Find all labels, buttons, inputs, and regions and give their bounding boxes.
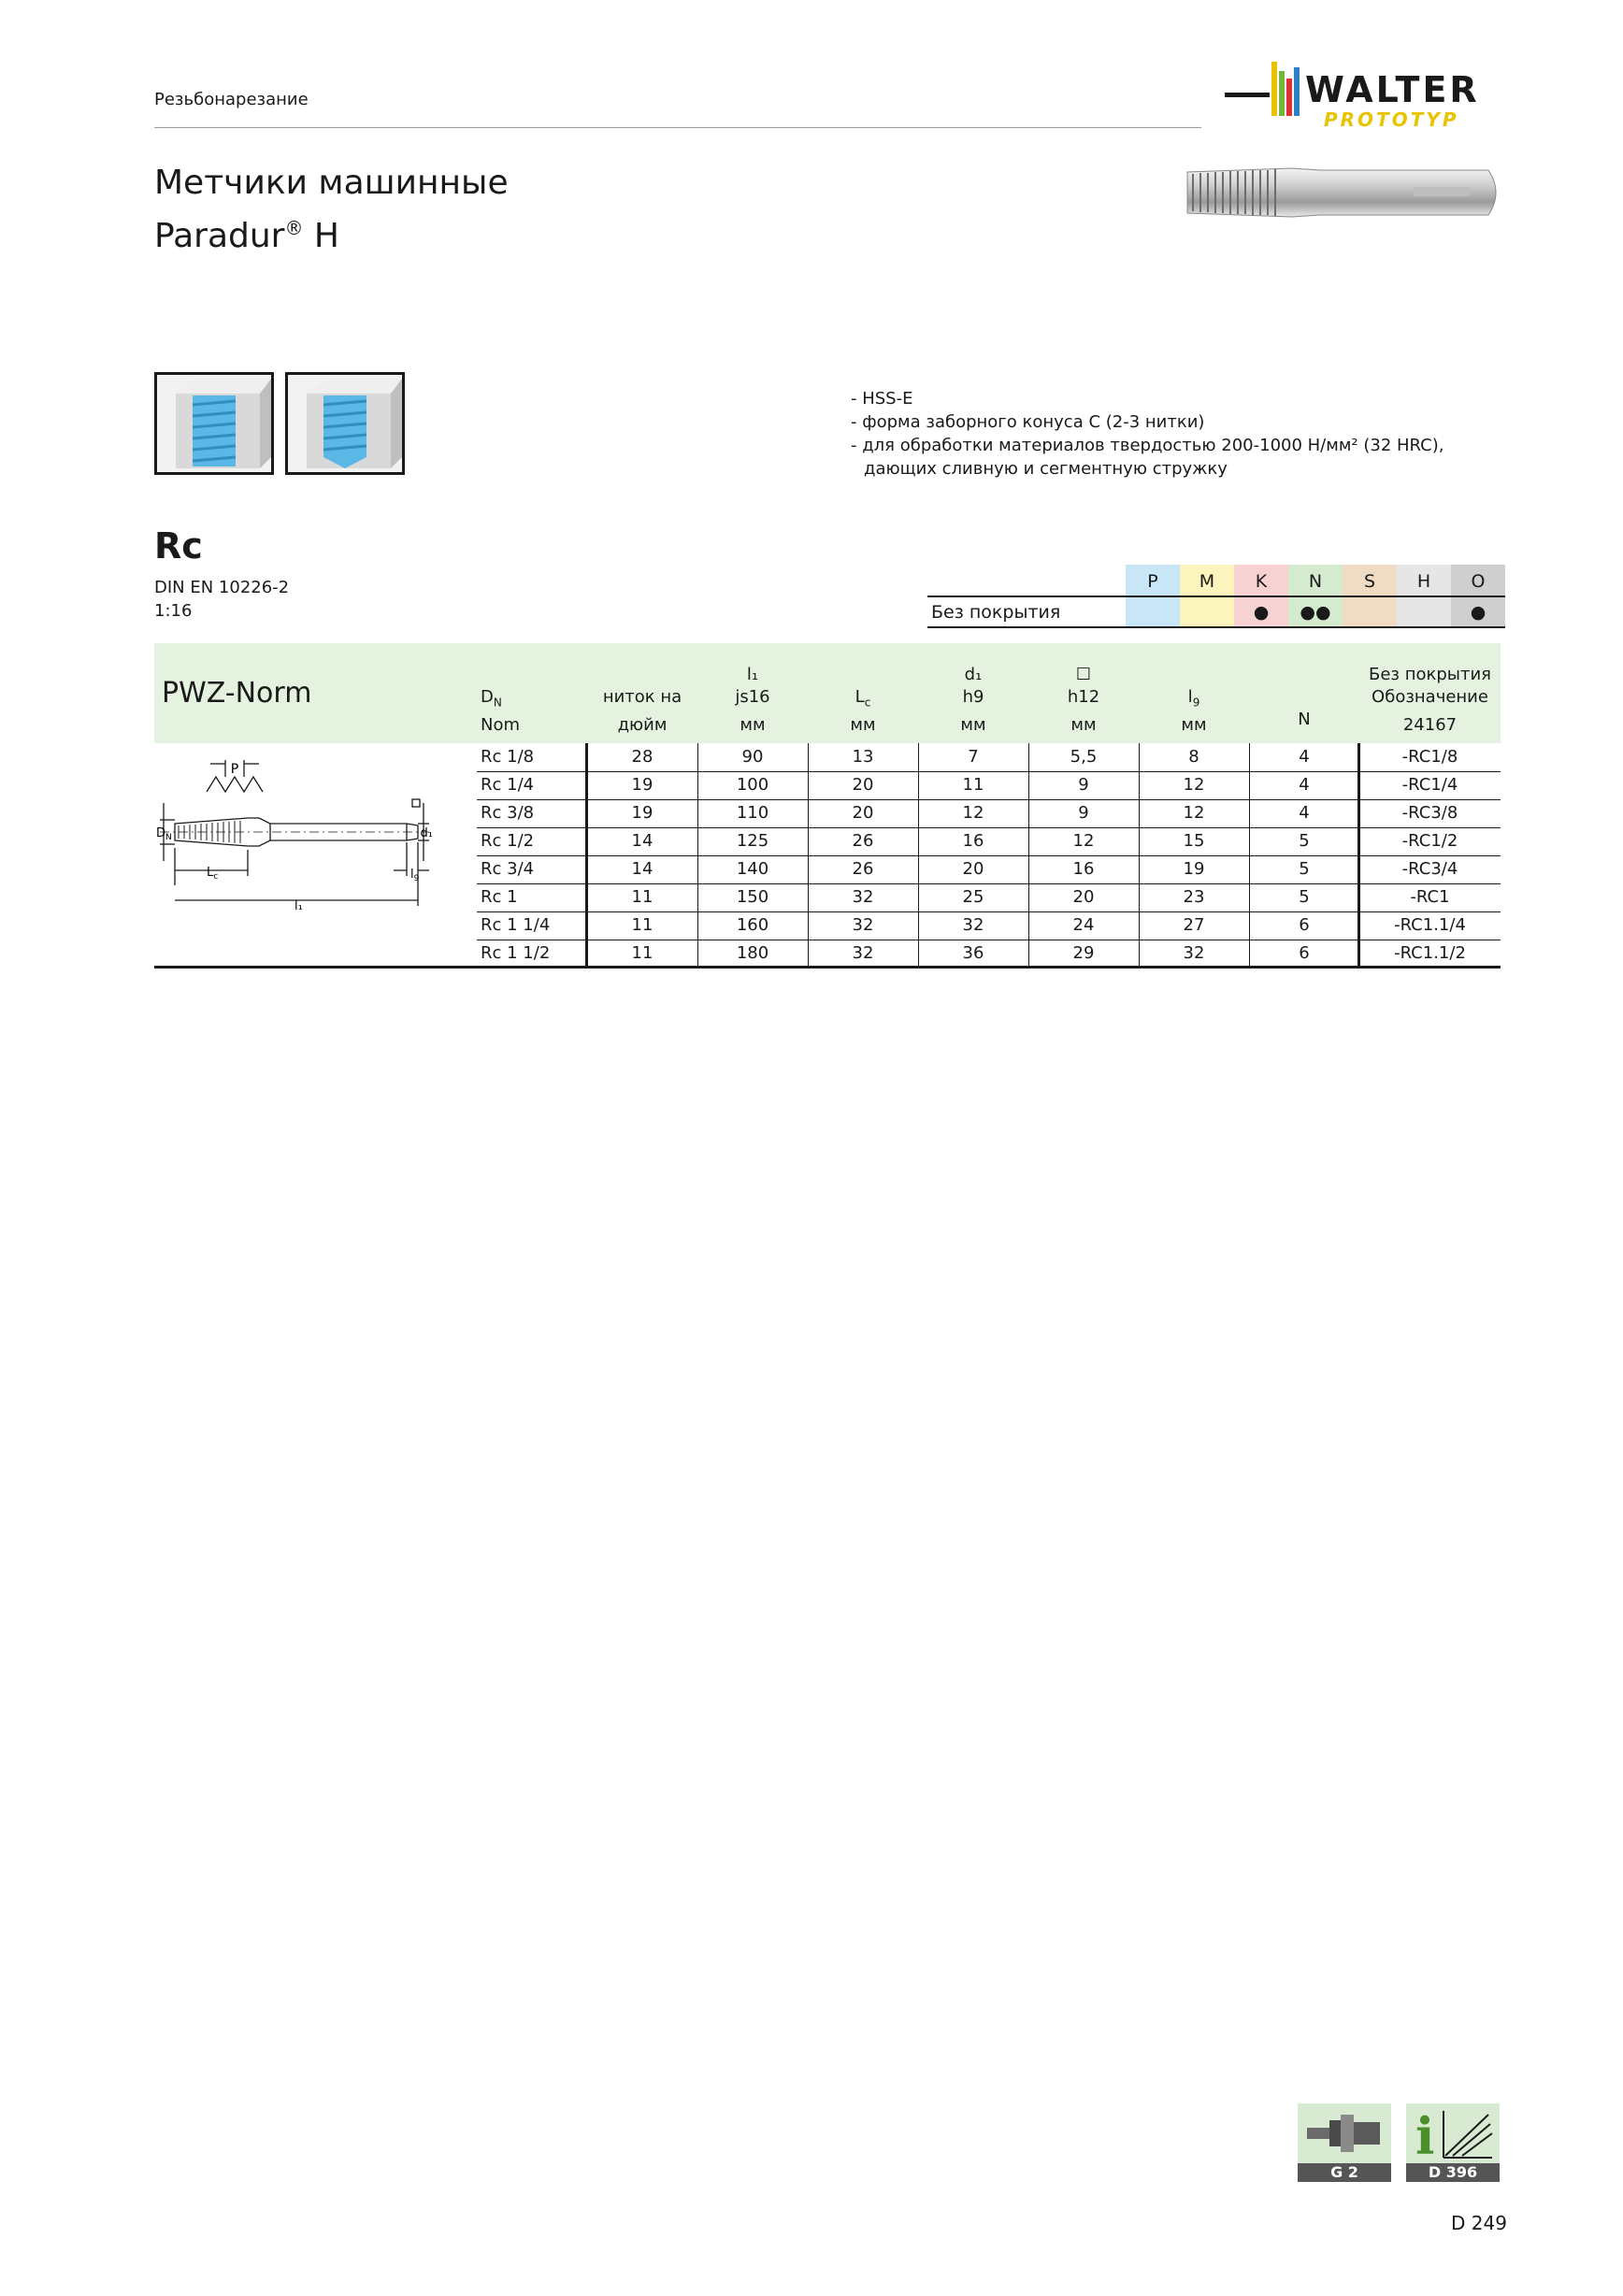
column-divider	[808, 743, 809, 968]
table-cell: 20	[852, 803, 874, 823]
table-cell: 32	[1183, 943, 1205, 963]
table-cell: 11	[962, 775, 984, 795]
feature-item: дающих сливную и сегментную стружку	[864, 459, 1228, 479]
table-cell: 20	[962, 859, 984, 879]
table-cell: 19	[631, 803, 654, 823]
feature-item: - HSS-E	[851, 389, 913, 409]
column-divider	[1028, 743, 1029, 968]
material-suitability-p	[1126, 596, 1180, 627]
table-cell: 26	[852, 859, 874, 879]
table-cell: Rc 3/8	[481, 803, 535, 823]
thread-type-title: Rc	[154, 525, 203, 567]
table-row	[477, 940, 1501, 969]
table-row	[477, 855, 1501, 884]
table-cell: 23	[1183, 887, 1205, 907]
table-cell: 5	[1299, 887, 1310, 907]
material-group-n: N	[1288, 566, 1343, 596]
tap-holder-icon	[1298, 2103, 1391, 2163]
table-cell: 7	[968, 747, 979, 767]
table-title: PWZ-Norm	[162, 677, 312, 710]
material-groups-table	[927, 565, 1505, 628]
table-cell: 11	[631, 915, 654, 935]
table-cell: 12	[1072, 831, 1095, 851]
table-cell: 27	[1183, 915, 1205, 935]
table-cell: 5	[1299, 831, 1310, 851]
column-divider	[1139, 743, 1140, 968]
material-suitability-k: ●	[1234, 596, 1288, 627]
table-cell: 20	[852, 775, 874, 795]
holder-reference-button[interactable]	[1298, 2103, 1391, 2182]
column-divider	[1357, 743, 1360, 968]
material-group-o: O	[1451, 566, 1505, 596]
feature-list	[851, 387, 1443, 481]
table-cell: 20	[1072, 887, 1095, 907]
table-cell: Rc 1/8	[481, 747, 535, 767]
table-cell: 32	[852, 943, 874, 963]
order-code-cell: -RC1/2	[1401, 831, 1458, 851]
table-cell: 19	[1183, 859, 1205, 879]
material-group-p: P	[1126, 566, 1180, 596]
material-suitability-m	[1180, 596, 1234, 627]
column-header: ☐ h12 мм	[1067, 665, 1100, 735]
table-cell: 160	[736, 915, 769, 935]
table-row	[477, 743, 1501, 772]
material-group-s: S	[1343, 566, 1397, 596]
table-cell: 6	[1299, 943, 1310, 963]
table-cell: 100	[736, 775, 769, 795]
table-cell: 19	[631, 775, 654, 795]
info-reference-label: D 396	[1406, 2163, 1500, 2182]
walter-logo	[1225, 60, 1505, 135]
material-suitability-o: ●	[1451, 596, 1505, 627]
blind-hole-icon	[285, 372, 405, 475]
column-divider	[918, 743, 919, 968]
column-header: ниток на дюйм	[602, 687, 682, 735]
table-cell: 150	[736, 887, 769, 907]
logo-bars-icon	[1225, 60, 1290, 125]
material-suitability-n: ●●	[1288, 596, 1343, 627]
table-cell: 4	[1299, 775, 1310, 795]
material-group-k: K	[1234, 566, 1288, 596]
header-divider	[154, 127, 1201, 128]
material-group-m: M	[1180, 566, 1234, 596]
table-cell: 16	[962, 831, 984, 851]
coating-label: Без покрытия	[927, 596, 1126, 627]
table-cell: 29	[1072, 943, 1095, 963]
table-cell: 5	[1299, 859, 1310, 879]
table-cell: 12	[962, 803, 984, 823]
table-cell: Rc 1 1/2	[481, 943, 551, 963]
table-cell: 25	[962, 887, 984, 907]
table-cell: Rc 1/2	[481, 831, 535, 851]
table-cell: 13	[852, 747, 874, 767]
table-cell: 6	[1299, 915, 1310, 935]
order-code-cell: -RC1	[1410, 887, 1450, 907]
table-row	[477, 827, 1501, 856]
order-code-cell: -RC1/4	[1401, 775, 1458, 795]
title-line-2: Paradur® H	[154, 217, 339, 255]
diagram-label-l9: $l_9$	[410, 868, 420, 883]
material-group-h: H	[1397, 566, 1451, 596]
tap-tool-photo	[1180, 155, 1507, 230]
diagram-label-l1: l₁	[294, 899, 303, 913]
table-cell: 15	[1183, 831, 1205, 851]
logo-subtitle: PROTOTYP	[1324, 108, 1459, 131]
table-row	[477, 799, 1501, 828]
material-suitability-h	[1397, 596, 1451, 627]
column-divider	[697, 743, 698, 968]
table-cell: 11	[631, 887, 654, 907]
table-cell: 5,5	[1070, 747, 1098, 767]
standard-name: DIN EN 10226-2	[154, 578, 290, 597]
order-code-cell: -RC3/8	[1401, 803, 1458, 823]
diagram-label-p: P	[230, 762, 239, 777]
column-header: $L_c$ мм	[850, 687, 876, 735]
table-cell: 32	[962, 915, 984, 935]
svg-text:i: i	[1415, 2106, 1435, 2163]
order-code-cell: -RC1/8	[1401, 747, 1458, 767]
order-code-cell: -RC1.1/2	[1394, 943, 1466, 963]
order-code-cell: -RC3/4	[1401, 859, 1458, 879]
page-number: D 249	[1451, 2212, 1507, 2234]
table-cell: 8	[1188, 747, 1199, 767]
table-cell: 28	[631, 747, 654, 767]
column-header: d₁ h9 мм	[960, 665, 986, 735]
table-cell: 36	[962, 943, 984, 963]
table-cell: Rc 1	[481, 887, 518, 907]
title-line-1: Метчики машинные	[154, 164, 509, 202]
table-cell: 32	[852, 887, 874, 907]
standard-info	[154, 576, 289, 623]
table-cell: 125	[736, 831, 769, 851]
table-cell: 24	[1072, 915, 1095, 935]
table-cell: Rc 1 1/4	[481, 915, 551, 935]
diagram-label-lc: $L_c$	[207, 866, 219, 882]
column-header: $D_N$ Nom	[481, 687, 521, 735]
table-bottom-rule	[154, 966, 1501, 969]
table-cell: 14	[631, 859, 654, 879]
table-cell: 11	[631, 943, 654, 963]
table-cell: 4	[1299, 803, 1310, 823]
table-cell: 12	[1183, 803, 1205, 823]
holder-reference-label: G 2	[1298, 2163, 1391, 2182]
section-label: Резьбонарезание	[154, 90, 309, 109]
info-reference-button[interactable]	[1406, 2103, 1500, 2182]
column-header: N	[1298, 710, 1311, 729]
taper-ratio: 1:16	[154, 601, 193, 621]
column-header: l₁ js16 мм	[735, 665, 770, 735]
table-cell: 9	[1078, 775, 1089, 795]
table-cell: 4	[1299, 747, 1310, 767]
column-header: $l_9$ мм	[1181, 687, 1207, 735]
table-cell: Rc 1/4	[481, 775, 535, 795]
info-chart-icon	[1406, 2103, 1500, 2163]
material-suitability-s	[1343, 596, 1397, 627]
table-row	[477, 911, 1501, 940]
table-cell: 26	[852, 831, 874, 851]
table-cell: 9	[1078, 803, 1089, 823]
page-title	[154, 161, 509, 259]
column-divider	[1249, 743, 1250, 968]
table-cell: 140	[736, 859, 769, 879]
feature-item: - для обработки материалов твердостью 200-1000 Н/мм² (32 HRC),	[851, 436, 1444, 455]
table-cell: 110	[736, 803, 769, 823]
table-cell: 32	[852, 915, 874, 935]
table-cell: 12	[1183, 775, 1205, 795]
order-code-cell: -RC1.1/4	[1394, 915, 1466, 935]
diagram-label-dn: $D_N$	[156, 826, 172, 842]
table-row	[477, 883, 1501, 912]
table-row	[477, 771, 1501, 800]
column-divider	[585, 743, 588, 968]
feature-item: - форма заборного конуса C (2-3 нитки)	[851, 412, 1205, 432]
through-hole-icon	[154, 372, 274, 475]
diagram-label-d1: d₁	[420, 826, 433, 840]
table-cell: 14	[631, 831, 654, 851]
logo-wordmark: WALTER	[1305, 69, 1480, 110]
table-cell: 90	[741, 747, 764, 767]
column-header: Без покрытия Обозначение 24167	[1368, 665, 1492, 735]
tap-dimension-diagram	[154, 745, 435, 913]
table-cell: Rc 3/4	[481, 859, 535, 879]
table-cell: 180	[736, 943, 769, 963]
table-cell: 16	[1072, 859, 1095, 879]
